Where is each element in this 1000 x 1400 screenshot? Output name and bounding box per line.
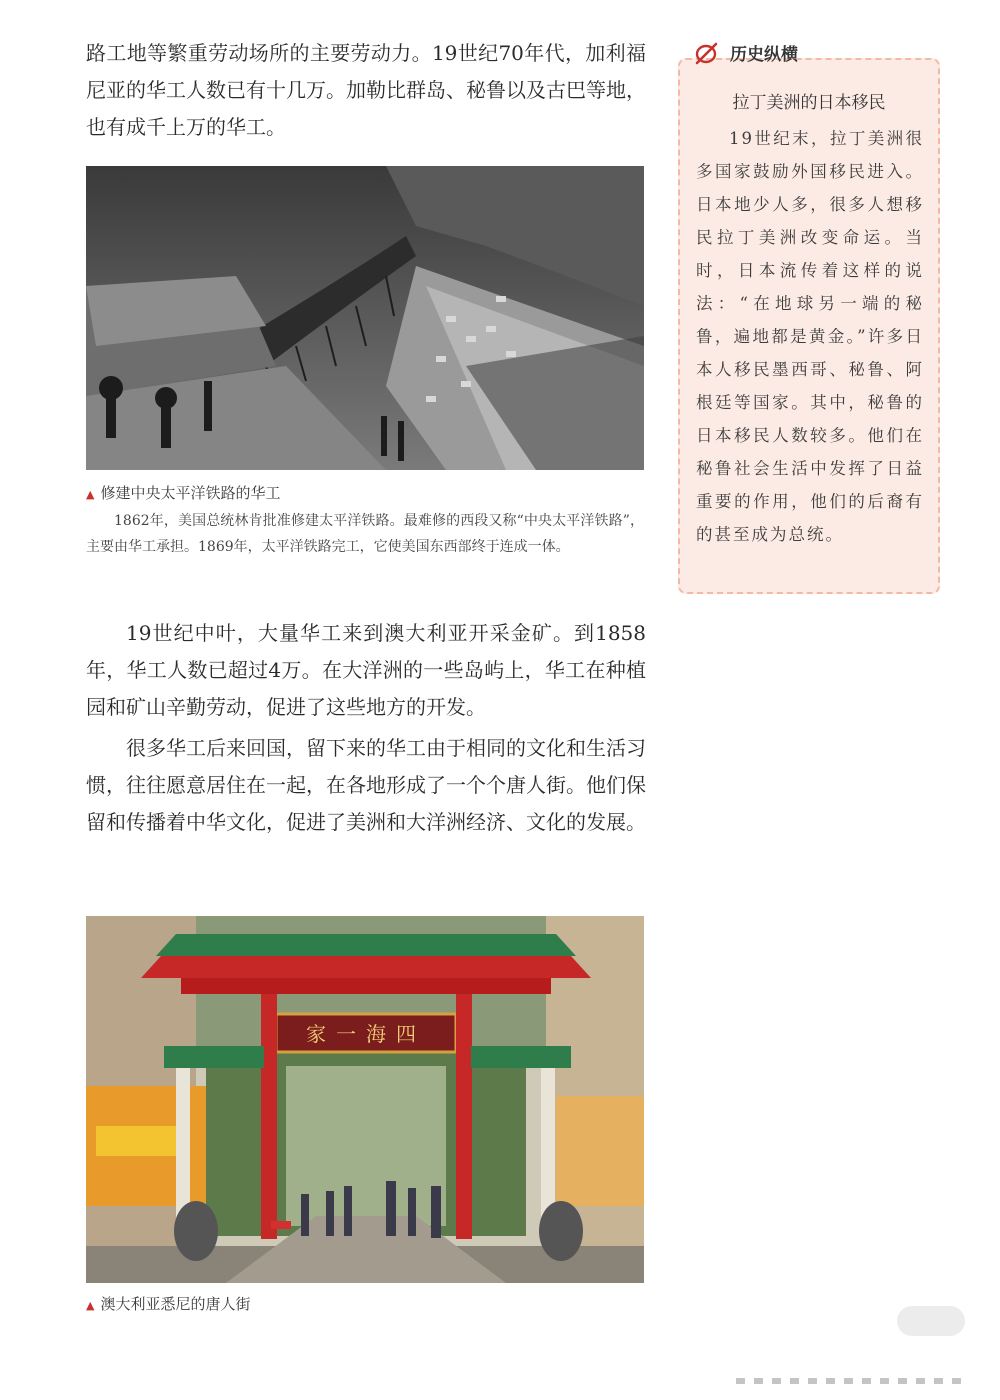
photo2-caption-text: 澳大利亚悉尼的唐人街 [100,1295,251,1313]
photo1-caption-title [86,482,280,503]
caption-triangle-icon: ▲ [86,488,95,501]
photo1-caption-body: 1862年，美国总统林肯批准修建太平洋铁路。最难修的西段又称“中央太平洋铁路”，主要由华工承担。1869年，太平洋铁路完工，它使美国东西部终于连成一体。 [86,513,644,555]
watermark-badge [897,1306,965,1336]
history-horizon-icon [694,41,720,65]
intro-paragraph: 路工地等繁重劳动场所的主要劳动力。19世纪70年代，加利福尼亚的华工人数已有十几万。加勒比群岛、秘鲁以及古巴等地，也有成千上万的华工。 [86,41,646,139]
photo1-caption-text: 修建中央太平洋铁路的华工 [100,484,281,502]
paragraph-australia: 19世纪中叶，大量华工来到澳大利亚开采金矿。到1858年，华工人数已超过4万。在大洋洲的一些岛屿上，华工在种植园和矿山辛勤劳动，促进了这些地方的开发。 [86,621,646,719]
paragraph-chinatown: 很多华工后来回国，留下来的华工由于相同的文化和生活习惯，往往愿意居住在一起，在各地形成了一个个唐人街。他们保留和传播着中华文化，促进了美洲和大洋洲经济、文化的发展。 [86,736,646,834]
gate-sign-text: 家一海四 [306,1022,426,1046]
sidebar-heading: 历史纵横 [730,45,798,65]
photo2-caption-title [86,1293,250,1314]
sidebar-title: 拉丁美洲的日本移民 [732,93,886,113]
sidebar-header [694,40,798,65]
railroad-workers-photo [86,166,644,470]
page-scroll-indicator[interactable] [736,1378,962,1384]
caption-triangle-icon: ▲ [86,1299,95,1312]
sydney-chinatown-photo [86,916,644,1283]
sidebar-body: 19世纪末，拉丁美洲很多国家鼓励外国移民进入。日本地少人多，很多人想移民拉丁美洲改变命运。当时，日本流传着这样的说法：“在地球另一端的秘鲁，遍地都是黄金。”许多日本人移民墨西哥、秘鲁、阿根廷等国家。其中，秘鲁的日本移民人数较多。他们在秘鲁社会生活中发挥了日益重要的作用，他们的后裔有的甚至成为总统。 [696,129,924,544]
